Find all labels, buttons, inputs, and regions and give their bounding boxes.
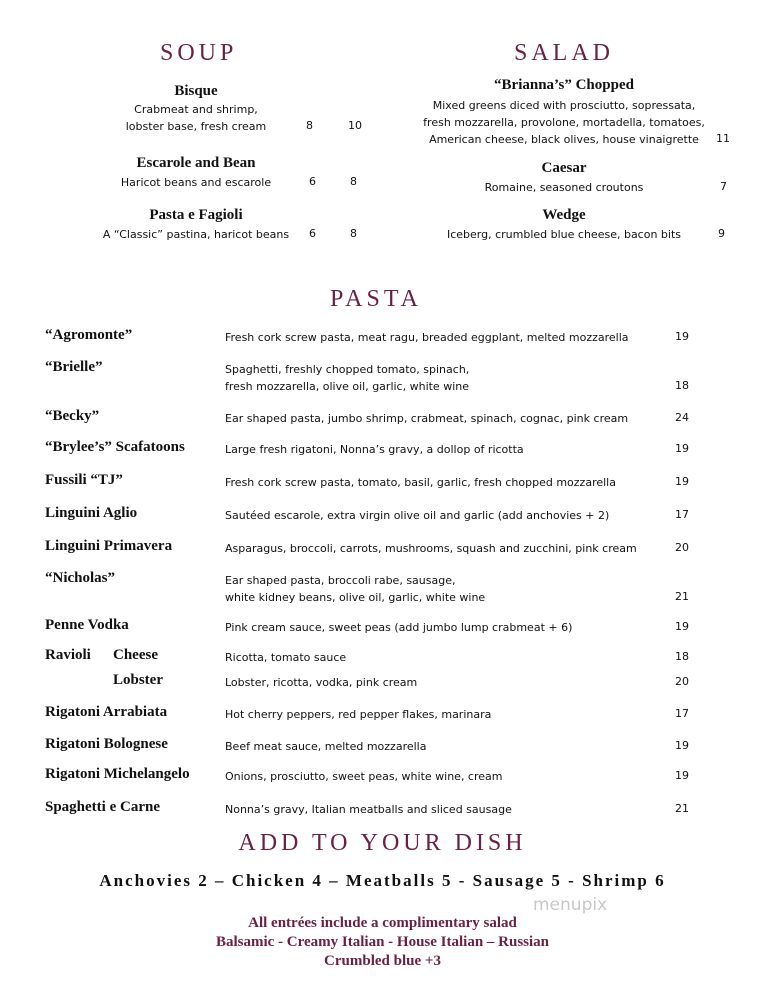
pasta-item-desc: Beef meat sauce, melted mozzarella — [225, 740, 427, 753]
pasta-price: 24 — [675, 411, 689, 424]
pasta-item-desc: Ear shaped pasta, broccoli rabe, sausage, — [225, 574, 456, 587]
pasta-item-name: “Agromonte” — [45, 327, 133, 343]
pasta-item-name: Linguini Primavera — [45, 538, 173, 554]
footer-crumbled-blue: Crumbled blue +3 — [324, 953, 441, 969]
pasta-item-desc: Lobster, ricotta, vodka, pink cream — [225, 676, 418, 689]
pasta-item-desc: white kidney beans, olive oil, garlic, white wine — [225, 591, 486, 604]
pasta-price: 18 — [675, 650, 689, 663]
watermark: menupix — [533, 895, 608, 915]
soup-price-small: 6 — [309, 175, 316, 188]
soup-price-large: 8 — [350, 175, 357, 188]
pasta-item-name: “Becky” — [45, 408, 100, 424]
pasta-item-name: “Brielle” — [45, 359, 103, 375]
pasta-item-name: Rigatoni Michelangelo — [45, 766, 190, 782]
pasta-item-subname: Lobster — [113, 672, 163, 688]
soup-item-desc: lobster base, fresh cream — [125, 120, 267, 133]
pasta-price: 18 — [675, 379, 689, 392]
pasta-item-subname: Cheese — [113, 647, 158, 663]
soup-price-large: 10 — [348, 119, 362, 132]
pasta-item-name: “Nicholas” — [45, 570, 116, 586]
pasta-price: 20 — [675, 541, 689, 554]
pasta-price: 21 — [675, 802, 689, 815]
pasta-price: 17 — [675, 508, 689, 521]
salad-heading: SALAD — [514, 40, 615, 66]
pasta-item-name: Penne Vodka — [45, 617, 129, 633]
pasta-item-desc: fresh mozzarella, olive oil, garlic, white wine — [225, 380, 469, 393]
pasta-item-desc: Asparagus, broccoli, carrots, mushrooms, squash and zucchini, pink cream — [225, 542, 637, 555]
salad-price: 11 — [716, 132, 730, 145]
soup-heading: SOUP — [160, 40, 238, 66]
soup-item-desc: Haricot beans and escarole — [120, 176, 272, 189]
pasta-item-desc: Nonna’s gravy, Italian meatballs and sliced sausage — [225, 803, 512, 816]
soup-price-small: 6 — [309, 227, 316, 240]
salad-item-name: Caesar — [541, 160, 587, 176]
pasta-item-name: Ravioli — [45, 647, 91, 663]
salad-item-desc: Mixed greens diced with prosciutto, sopressata, — [432, 99, 696, 112]
pasta-item-desc: Onions, prosciutto, sweet peas, white wine, cream — [225, 770, 503, 783]
pasta-item-desc: Pink cream sauce, sweet peas (add jumbo lump crabmeat + 6) — [225, 621, 573, 634]
soup-item-desc: Crabmeat and shrimp, — [134, 103, 258, 116]
soup-price-large: 8 — [350, 227, 357, 240]
salad-item-desc: Iceberg, crumbled blue cheese, bacon bits — [446, 228, 682, 241]
pasta-price: 19 — [675, 739, 689, 752]
pasta-item-name: Fussili “TJ” — [45, 472, 123, 488]
salad-item-desc: American cheese, black olives, house vinaigrette — [429, 133, 699, 146]
soup-item-desc: A “Classic” pastina, haricot beans — [102, 228, 290, 241]
pasta-price: 17 — [675, 707, 689, 720]
pasta-item-desc: Sautéed escarole, extra virgin olive oil and garlic (add anchovies + 2) — [225, 509, 610, 522]
pasta-item-name: Spaghetti e Carne — [45, 799, 160, 815]
pasta-price: 19 — [675, 769, 689, 782]
pasta-item-desc: Ear shaped pasta, jumbo shrimp, crabmeat, spinach, cognac, pink cream — [225, 412, 629, 425]
salad-item-name: “Brianna’s” Chopped — [494, 77, 634, 93]
footer-salad-note: All entrées include a complimentary salad — [248, 915, 517, 931]
salad-item-name: Wedge — [542, 207, 586, 223]
soup-item-name: Pasta e Fagioli — [149, 207, 243, 223]
pasta-price: 19 — [675, 442, 689, 455]
pasta-heading: PASTA — [330, 286, 422, 312]
salad-item-desc: fresh mozzarella, provolone, mortadella, tomatoes, — [423, 116, 705, 129]
salad-item-desc: Romaine, seasoned croutons — [484, 181, 644, 194]
footer-dressings: Balsamic - Creamy Italian - House Italian – Russian — [215, 934, 550, 950]
pasta-item-name: Rigatoni Bolognese — [45, 736, 168, 752]
addons-line: Anchovies 2 – Chicken 4 – Meatballs 5 - Sausage 5 - Shrimp 6 — [99, 871, 666, 890]
pasta-item-name: Rigatoni Arrabiata — [45, 704, 168, 720]
addons-heading: ADD TO YOUR DISH — [238, 830, 527, 856]
soup-item-name: Escarole and Bean — [136, 155, 256, 171]
soup-price-small: 8 — [306, 119, 313, 132]
pasta-price: 19 — [675, 475, 689, 488]
pasta-item-desc: Spaghetti, freshly chopped tomato, spinach, — [225, 363, 470, 376]
pasta-item-desc: Fresh cork screw pasta, tomato, basil, garlic, fresh chopped mozzarella — [225, 476, 616, 489]
pasta-item-desc: Fresh cork screw pasta, meat ragu, breaded eggplant, melted mozzarella — [225, 331, 629, 344]
soup-item-name: Bisque — [174, 83, 218, 99]
salad-price: 9 — [718, 227, 725, 240]
pasta-price: 20 — [675, 675, 689, 688]
pasta-item-desc: Hot cherry peppers, red pepper flakes, marinara — [225, 708, 492, 721]
pasta-item-name: Linguini Aglio — [45, 505, 138, 521]
pasta-item-name: “Brylee’s” Scafatoons — [45, 439, 185, 455]
pasta-price: 21 — [675, 590, 689, 603]
pasta-item-desc: Large fresh rigatoni, Nonna’s gravy, a dollop of ricotta — [225, 443, 524, 456]
pasta-item-desc: Ricotta, tomato sauce — [225, 651, 347, 664]
pasta-price: 19 — [675, 620, 689, 633]
salad-price: 7 — [720, 180, 727, 193]
pasta-price: 19 — [675, 330, 689, 343]
